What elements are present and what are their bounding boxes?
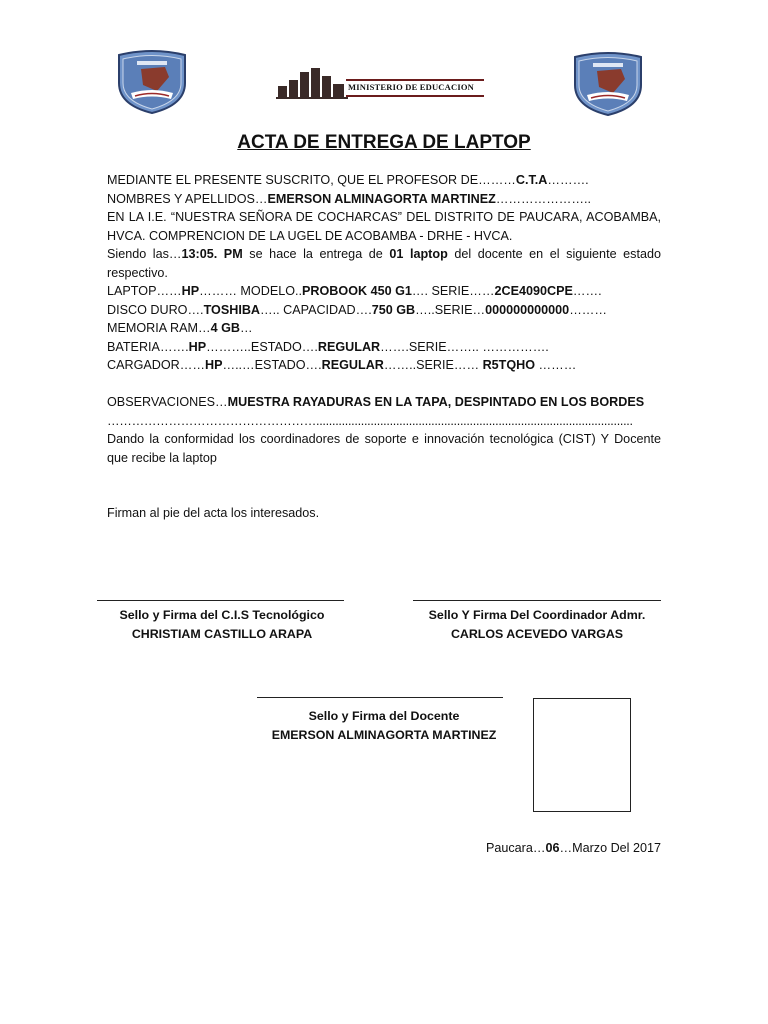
battery-label: BATERIA…….	[107, 339, 189, 354]
signature-line-right	[413, 600, 661, 601]
ministry-rule-bottom	[346, 95, 484, 97]
area-prefix: MEDIANTE EL PRESENTE SUSCRITO, QUE EL PROFESOR DE………	[107, 173, 516, 187]
name-suffix: …………………..	[495, 191, 591, 206]
area-suffix: ……….	[547, 173, 589, 187]
charger-serie-label: ……..SERIE……	[383, 358, 483, 372]
signature-name-left: CHRISTIAM CASTILLO ARAPA	[131, 627, 313, 641]
signature-name-right: CARLOS ACEVEDO VARGAS	[450, 627, 624, 641]
charger-serie: R5TQHO	[482, 358, 536, 372]
signature-block-teacher	[244, 707, 524, 745]
sign-note: Firman al pie del acta los interesados.	[107, 506, 320, 520]
name-prefix: NOMBRES Y APELLIDOS…	[107, 191, 268, 206]
ministry-name: MINISTERIO DE EDUCACION	[348, 82, 474, 92]
teacher-area-line	[107, 171, 661, 190]
delivery-time-paragraph	[107, 245, 661, 282]
signature-role-left: Sello y Firma del C.I.S Tecnológico	[119, 608, 325, 622]
ram-line	[107, 319, 661, 338]
signature-block-left	[88, 606, 356, 644]
battery-suffix: …….SERIE…….. …………….	[380, 339, 549, 354]
battery-line	[107, 338, 661, 357]
ministry-rule-top	[346, 79, 484, 81]
spacer	[107, 375, 661, 394]
disk-serie: 000000000000	[485, 302, 570, 317]
laptop-serie: 2CE4090CPE	[494, 284, 573, 298]
teacher-name: EMERSON ALMINAGORTA MARTINEZ	[267, 191, 496, 206]
signature-role-teacher: Sello y Firma del Docente	[308, 709, 460, 723]
signature-line-teacher	[257, 697, 503, 698]
ram-label: MEMORIA RAM…	[107, 321, 211, 335]
ram-suffix: …	[239, 321, 253, 335]
laptop-suffix: …….	[572, 284, 602, 298]
charger-suffix: ………	[535, 358, 577, 372]
conformity-paragraph: Dando la conformidad los coordinadores de soporte e innovación tecnológica (CIST) Y Docente que recibe la laptop	[107, 432, 661, 465]
document-body	[107, 171, 661, 523]
charger-label: CARGADOR……	[107, 358, 205, 372]
delivery-quantity: 01 laptop	[389, 247, 448, 261]
dotted-line: ……………………………………………...................................................................................................	[107, 413, 633, 428]
laptop-line	[107, 282, 661, 301]
laptop-serie-label: …. SERIE……	[411, 284, 495, 298]
spacer	[107, 467, 661, 486]
disk-capacity-label: ….. CAPACIDAD….	[260, 302, 372, 317]
disk-suffix: ………	[569, 302, 607, 317]
laptop-model-label: ……… MODELO..	[199, 284, 303, 298]
observations-label: OBSERVACIONES…	[107, 395, 228, 409]
document-date	[440, 841, 661, 855]
disk-capacity: 750 GB	[371, 302, 416, 317]
time-prefix: Siendo las…	[107, 247, 182, 261]
spacer	[107, 486, 661, 505]
institution-paragraph: EN LA I.E. “NUESTRA SEÑORA DE COCHARCAS” DEL DISTRITO DE PAUCARA, ACOBAMBA, HVCA. COMPRENCION DE LA UGEL DE ACOBAMBA - DRHE - HVCA.	[107, 210, 661, 243]
signature-name-teacher: EMERSON ALMINAGORTA MARTINEZ	[271, 728, 497, 742]
date-day: 06	[545, 841, 560, 855]
signature-line-left	[97, 600, 344, 601]
fingerprint-photo-box	[533, 698, 631, 812]
date-prefix: Paucara…	[485, 841, 546, 855]
charger-line	[107, 356, 661, 375]
disk-line	[107, 301, 661, 320]
battery-state: REGULAR	[317, 339, 381, 354]
signature-block-right	[402, 606, 672, 644]
battery-state-label: ………..ESTADO….	[206, 339, 318, 354]
observations-paragraph	[107, 393, 661, 412]
disk-serie-label: …..SERIE…	[415, 302, 486, 317]
ministry-bars-icon	[276, 66, 348, 102]
signature-role-right: Sello Y Firma Del Coordinador Admr.	[428, 608, 646, 622]
area-value: C.T.A	[515, 173, 548, 187]
laptop-model: PROBOOK 450 G1	[302, 284, 412, 298]
school-shield-logo-right	[569, 51, 647, 117]
date-suffix: …Marzo Del 2017	[559, 841, 661, 855]
charger-state: REGULAR	[321, 358, 384, 372]
disk-label: DISCO DURO….	[107, 302, 204, 317]
delivery-time: 13:05. PM	[181, 247, 243, 261]
laptop-brand: HP	[181, 284, 200, 298]
ram-value: 4 GB	[210, 321, 240, 335]
time-suffix: del docente en el siguiente estado respectivo.	[107, 247, 661, 280]
laptop-label: LAPTOP……	[107, 284, 182, 298]
disk-brand: TOSHIBA	[203, 302, 261, 317]
observations-text: MUESTRA RAYADURAS EN LA TAPA, DESPINTADO EN LOS BORDES	[227, 395, 645, 409]
charger-state-label: …..…ESTADO….	[222, 358, 322, 372]
time-mid: se hace la entrega de	[242, 247, 390, 261]
ministry-logo	[276, 66, 488, 102]
charger-brand: HP	[204, 358, 223, 372]
school-shield-logo-left	[113, 49, 191, 115]
battery-brand: HP	[188, 339, 207, 354]
teacher-name-line	[107, 190, 661, 209]
document-title: ACTA DE ENTREGA DE LAPTOP	[237, 132, 531, 153]
